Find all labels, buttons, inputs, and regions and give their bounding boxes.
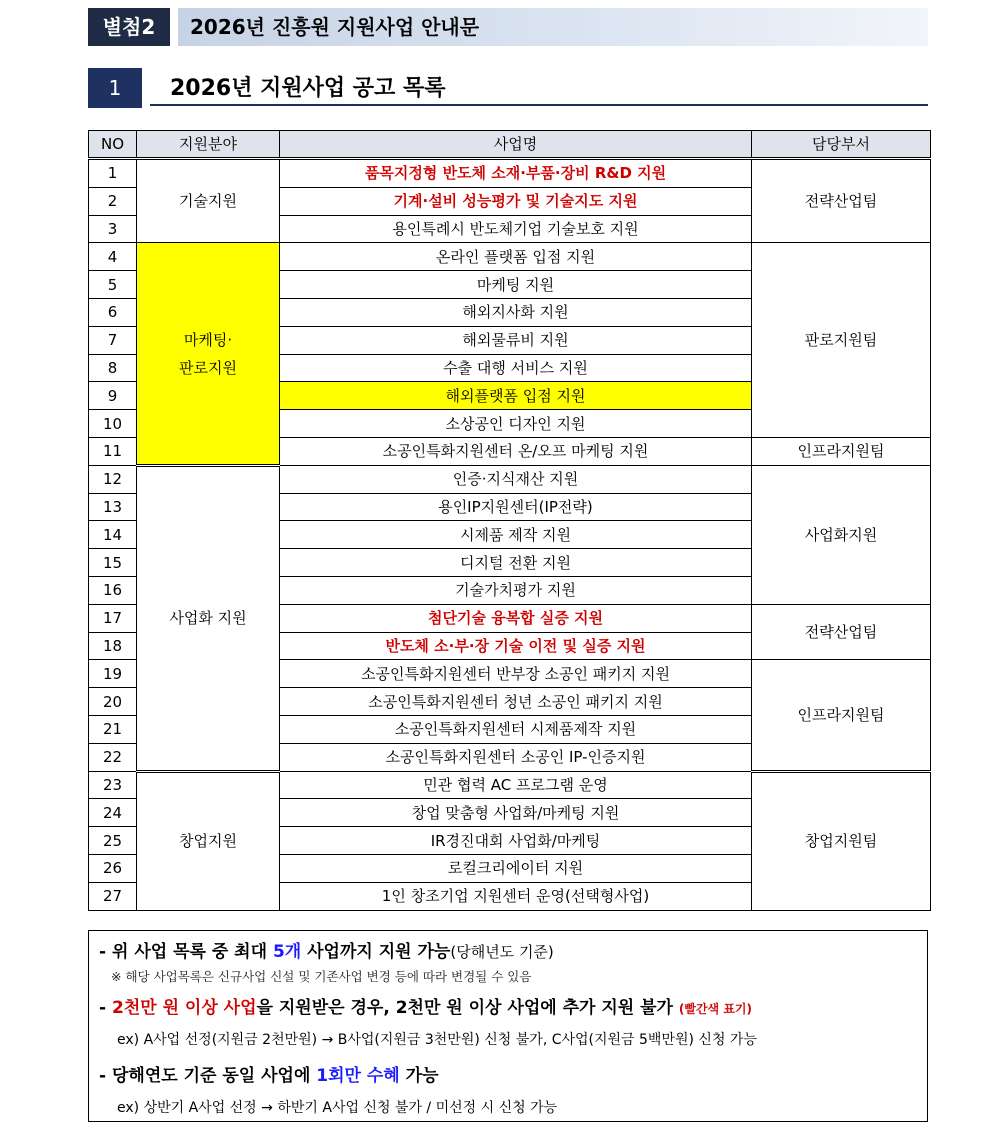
program-name: 소공인특화지원센터 청년 소공인 패키지 지원 [280, 688, 752, 716]
row-no: 3 [89, 215, 137, 243]
program-name: 해외플랫폼 입점 지원 [280, 382, 752, 410]
program-name: 소공인특화지원센터 반부장 소공인 패키지 지원 [280, 660, 752, 688]
note-example-1: ex) A사업 선정(지원금 2천만원) → B사업(지원금 3천만원) 신청 불가, C사업(지원금 5백만원) 신청 가능 [117, 1032, 757, 1048]
program-name: 인증·지식재산 지원 [280, 465, 752, 493]
row-no: 1 [89, 159, 137, 188]
row-no: 4 [89, 243, 137, 271]
program-name: 기계·설비 성능평가 및 기술지도 지원 [280, 187, 752, 215]
program-name: 창업 맞춤형 사업화/마케팅 지원 [280, 799, 752, 827]
note-disclaimer: ※ 해당 사업목록은 신규사업 신설 및 기존사업 변경 등에 따라 변경될 수 있음 [111, 969, 532, 984]
row-no: 9 [89, 382, 137, 410]
col-header-program: 사업명 [280, 131, 752, 159]
program-name: 기술가치평가 지원 [280, 576, 752, 604]
program-name: 소공인특화지원센터 온/오프 마케팅 지원 [280, 437, 752, 465]
note-once [99, 1061, 439, 1086]
row-no: 18 [89, 632, 137, 660]
document-header [88, 8, 928, 46]
row-no: 16 [89, 576, 137, 604]
note-example-2: ex) 상반기 A사업 선정 → 하반기 A사업 신청 불가 / 미선정 시 신청 가능 [117, 1100, 558, 1116]
document-title: 2026년 진흥원 지원사업 안내문 [190, 15, 480, 39]
program-name: 소공인특화지원센터 소공인 IP-인증지원 [280, 743, 752, 771]
col-header-dept: 담당부서 [752, 131, 931, 159]
table-row [89, 771, 931, 799]
program-name: 민관 협력 AC 프로그램 운영 [280, 771, 752, 799]
section-title: 2026년 지원사업 공고 목록 [170, 76, 446, 101]
table-row [89, 159, 931, 188]
note-highlight: 2천만 원 이상 사업 [111, 998, 257, 1018]
dept-cell: 인프라지원팀 [752, 660, 931, 771]
dept-cell: 사업화지원 [752, 465, 931, 604]
program-name: 반도체 소·부·장 기술 이전 및 실증 지원 [280, 632, 752, 660]
group-cell: 창업지원 [137, 771, 280, 910]
row-no: 20 [89, 688, 137, 716]
note-max-programs [99, 937, 554, 962]
note-highlight: 5개 [272, 942, 302, 962]
program-name: 용인특례시 반도체기업 기술보호 지원 [280, 215, 752, 243]
row-no: 8 [89, 354, 137, 382]
program-name: 첨단기술 융복합 실증 지원 [280, 604, 752, 632]
note-text: - [99, 998, 112, 1018]
section-underline [150, 104, 928, 106]
table-row [89, 465, 931, 493]
program-name: 디지털 전환 지원 [280, 549, 752, 577]
group-cell: 마케팅· 판로지원 [137, 243, 280, 465]
program-name: 로컬크리에이터 지원 [280, 854, 752, 882]
dept-cell: 창업지원팀 [752, 771, 931, 910]
row-no: 13 [89, 493, 137, 521]
note-text: (당해년도 기준) [450, 943, 554, 961]
program-name: 해외지사화 지원 [280, 298, 752, 326]
section-number: 1 [88, 68, 142, 108]
row-no: 11 [89, 437, 137, 465]
note-text: 사업까지 지원 가능 [301, 942, 451, 962]
row-no: 10 [89, 410, 137, 438]
row-no: 24 [89, 799, 137, 827]
program-name: 소공인특화지원센터 시제품제작 지원 [280, 715, 752, 743]
table-row [89, 243, 931, 271]
row-no: 14 [89, 521, 137, 549]
program-name: 해외물류비 지원 [280, 326, 752, 354]
row-no: 6 [89, 298, 137, 326]
group-cell: 사업화 지원 [137, 465, 280, 771]
program-name: 시제품 제작 지원 [280, 521, 752, 549]
program-name: 용인IP지원센터(IP전략) [280, 493, 752, 521]
row-no: 25 [89, 827, 137, 855]
table-header-row [89, 131, 931, 159]
col-header-field: 지원분야 [137, 131, 280, 159]
col-header-no: NO [89, 131, 137, 159]
program-name: 품목지정형 반도체 소재·부품·장비 R&D 지원 [280, 159, 752, 188]
program-name: IR경진대회 사업화/마케팅 [280, 827, 752, 855]
program-name: 소상공인 디자인 지원 [280, 410, 752, 438]
dept-cell: 전략산업팀 [752, 604, 931, 660]
group-cell: 기술지원 [137, 159, 280, 243]
appendix-tag: 별첨2 [88, 8, 170, 46]
row-no: 15 [89, 549, 137, 577]
row-no: 23 [89, 771, 137, 799]
row-no: 21 [89, 715, 137, 743]
dept-cell: 인프라지원팀 [752, 437, 931, 465]
dept-cell: 전략산업팀 [752, 159, 931, 243]
program-name: 마케팅 지원 [280, 271, 752, 299]
note-highlight: (빨간색 표기) [678, 1002, 752, 1016]
row-no: 12 [89, 465, 137, 493]
note-text: - 당해연도 기준 동일 사업에 [99, 1066, 317, 1086]
row-no: 17 [89, 604, 137, 632]
note-text: - 위 사업 목록 중 최대 [99, 942, 273, 962]
notes-box [88, 930, 928, 1122]
note-text: 가능 [399, 1066, 439, 1086]
dept-cell: 판로지원팀 [752, 243, 931, 438]
row-no: 5 [89, 271, 137, 299]
row-no: 27 [89, 882, 137, 910]
row-no: 7 [89, 326, 137, 354]
row-no: 26 [89, 854, 137, 882]
note-text: 을 지원받은 경우, 2천만 원 이상 사업에 추가 지원 불가 [256, 998, 679, 1018]
program-name: 수출 대행 서비스 지원 [280, 354, 752, 382]
row-no: 19 [89, 660, 137, 688]
program-name: 온라인 플랫폼 입점 지원 [280, 243, 752, 271]
note-highlight: 1회만 수혜 [316, 1066, 400, 1086]
program-name: 1인 창조기업 지원센터 운영(선택형사업) [280, 882, 752, 910]
row-no: 22 [89, 743, 137, 771]
program-table [88, 130, 931, 911]
row-no: 2 [89, 187, 137, 215]
note-limit [99, 993, 752, 1018]
